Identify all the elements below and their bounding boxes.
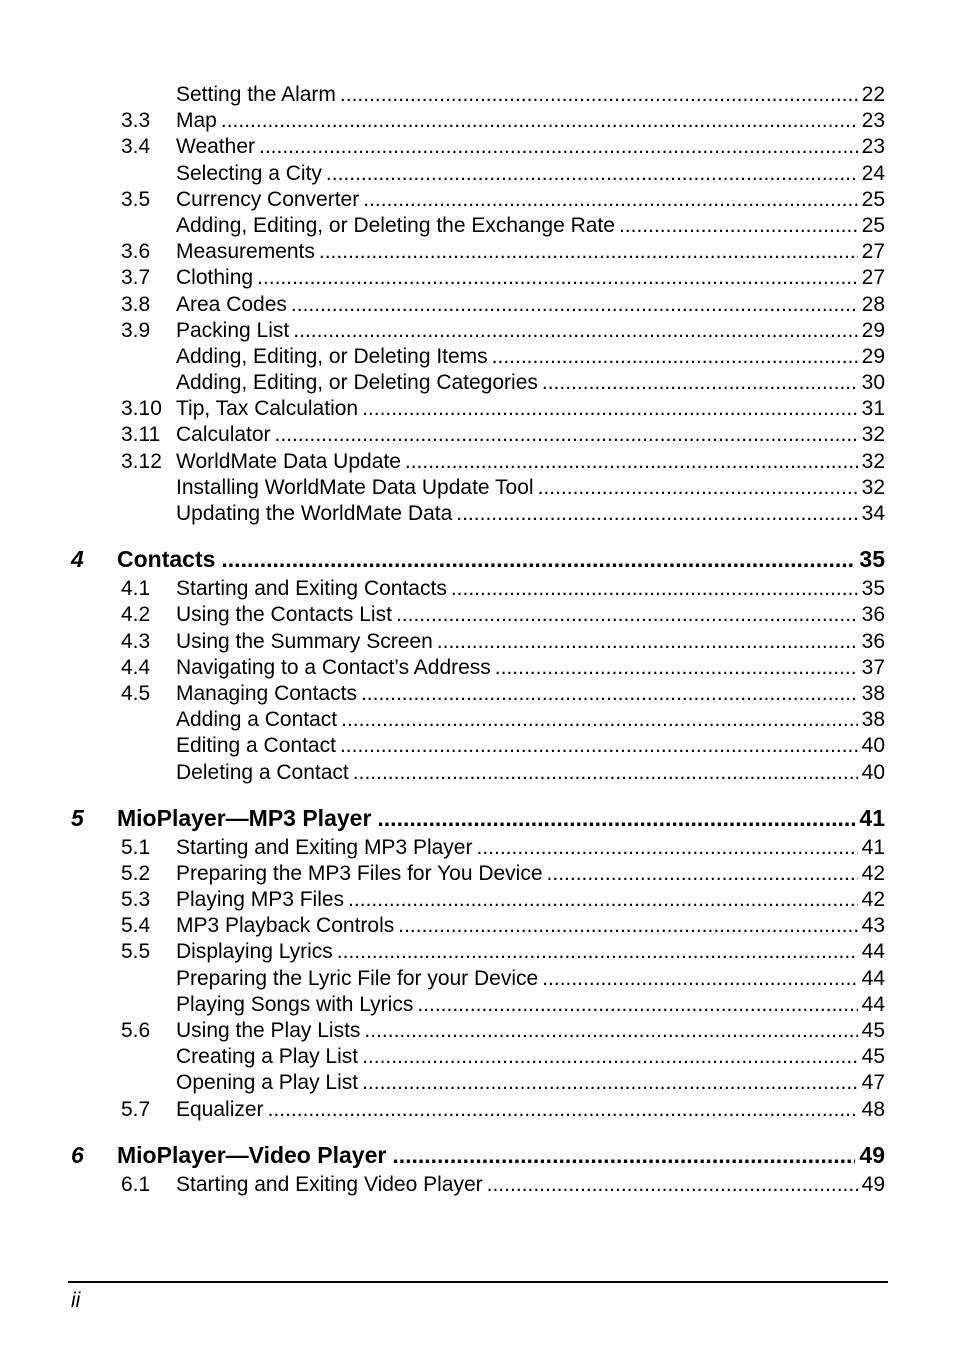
toc-entry[interactable] [0, 602, 954, 628]
entry-title: Playing Songs with Lyrics [176, 992, 414, 1016]
toc-entry[interactable] [0, 1070, 954, 1096]
toc-entry[interactable] [0, 1097, 954, 1123]
section-number: 4.4 [121, 655, 151, 679]
toc-entry[interactable] [0, 82, 954, 108]
leader-dots [547, 861, 858, 887]
leader-dots [456, 501, 857, 527]
toc-entry[interactable] [0, 629, 954, 655]
toc-entry[interactable] [0, 681, 954, 707]
page-number: 24 [861, 161, 885, 185]
entry-title: Starting and Exiting Video Player [176, 1172, 483, 1196]
leader-dots [259, 134, 858, 160]
section-number: 3.6 [121, 240, 151, 264]
toc-entry[interactable] [0, 939, 954, 965]
entry-title: Using the Contacts List [176, 603, 392, 627]
page-number: 38 [861, 708, 885, 732]
entry-title: Starting and Exiting Contacts [176, 577, 447, 601]
page-number: 32 [861, 423, 885, 447]
leader-dots [417, 992, 857, 1018]
section-number: 3.12 [121, 449, 162, 473]
entry-title: Preparing the MP3 Files for You Device [176, 861, 543, 885]
leader-dots [542, 966, 857, 992]
section-number: 3.3 [121, 109, 151, 133]
toc-entry[interactable] [0, 292, 954, 318]
entry-title: Adding, Editing, or Deleting the Exchange Rate [176, 213, 615, 237]
toc-entry[interactable] [0, 396, 954, 422]
toc-entry[interactable] [0, 265, 954, 291]
chapter-number: 4 [71, 546, 84, 573]
toc-entry[interactable] [0, 108, 954, 134]
page-number: 41 [859, 804, 885, 831]
toc-entry[interactable] [0, 213, 954, 239]
toc-entry[interactable] [0, 475, 954, 501]
entry-title: Playing MP3 Files [176, 888, 345, 912]
toc-entry[interactable] [0, 422, 954, 448]
page-number: 45 [861, 1045, 885, 1069]
page-number: 37 [861, 655, 885, 679]
chapter-number: 6 [71, 1141, 84, 1168]
page-number: 29 [861, 318, 885, 342]
leader-dots [362, 1070, 858, 1096]
page-number: 41 [861, 835, 885, 859]
entry-title: Managing Contacts [176, 681, 357, 705]
entry-title: Tip, Tax Calculation [176, 397, 359, 421]
toc-entry[interactable] [0, 161, 954, 187]
toc-entry[interactable] [0, 134, 954, 160]
page-number: 31 [861, 397, 885, 421]
entry-title: Deleting a Contact [176, 760, 349, 784]
entry-title: MP3 Playback Controls [176, 914, 395, 938]
page-number: 32 [861, 449, 885, 473]
toc-chapter-heading[interactable] [0, 1138, 954, 1172]
toc-section-3-continued [0, 82, 954, 527]
toc-chapter-heading[interactable] [0, 801, 954, 835]
leader-dots [221, 542, 855, 576]
entry-title: Measurements [176, 240, 315, 264]
page-number: 49 [861, 1172, 885, 1196]
leader-dots [221, 108, 858, 134]
toc-entry[interactable] [0, 344, 954, 370]
entry-title: Area Codes [176, 292, 287, 316]
toc-entry[interactable] [0, 501, 954, 527]
page-number: 35 [861, 577, 885, 601]
entry-title: Editing a Contact [176, 734, 336, 758]
entry-title: Navigating to a Contact’s Address [176, 655, 491, 679]
page-number: 44 [861, 992, 885, 1016]
leader-dots [293, 318, 857, 344]
toc-entry[interactable] [0, 835, 954, 861]
page-number: 40 [861, 734, 885, 758]
section-number: 4.2 [121, 603, 151, 627]
section-number: 5.6 [121, 1019, 151, 1042]
leader-dots [476, 835, 857, 861]
leader-dots [451, 576, 858, 602]
leader-dots [492, 344, 858, 370]
leader-dots [337, 939, 858, 965]
leader-dots [619, 213, 858, 239]
entry-title: Selecting a City [176, 161, 322, 185]
page-number: 49 [859, 1141, 885, 1168]
leader-dots [437, 629, 858, 655]
section-number: 4.1 [121, 577, 151, 601]
leader-dots [364, 1018, 857, 1044]
leader-dots [538, 475, 858, 501]
table-of-contents [0, 82, 954, 1198]
toc-entry[interactable] [0, 187, 954, 213]
toc-entry[interactable] [0, 576, 954, 602]
leader-dots [319, 239, 858, 265]
entry-title: Map [176, 109, 217, 133]
toc-entry[interactable] [0, 239, 954, 265]
toc-entry[interactable] [0, 318, 954, 344]
entry-title: Clothing [176, 266, 254, 290]
toc-entry[interactable] [0, 992, 954, 1018]
section-number: 5.2 [121, 861, 151, 885]
section-number: 6.1 [121, 1172, 151, 1196]
entry-title: Using the Summary Screen [176, 629, 433, 653]
section-number: 4.3 [121, 629, 151, 653]
chapter-title: MioPlayer—Video Player [117, 1141, 387, 1168]
page-number: 23 [861, 135, 885, 159]
toc-entry[interactable] [0, 966, 954, 992]
section-number: 3.5 [121, 187, 151, 211]
entry-title: Adding a Contact [176, 708, 338, 732]
page-number: 22 [861, 83, 885, 106]
page-number: 42 [861, 888, 885, 912]
leader-dots [341, 707, 858, 733]
toc-entry[interactable] [0, 655, 954, 681]
leader-dots [363, 187, 857, 213]
leader-dots [257, 265, 858, 291]
section-number: 3.9 [121, 318, 151, 342]
toc-chapter-heading[interactable] [0, 542, 954, 576]
page-number: 45 [861, 1019, 885, 1042]
section-number: 3.7 [121, 266, 151, 290]
entry-title: Packing List [176, 318, 290, 342]
page-number: 47 [861, 1071, 885, 1095]
page-number: 25 [861, 187, 885, 211]
chapter-number: 5 [71, 804, 84, 831]
entry-title: Starting and Exiting MP3 Player [176, 835, 473, 859]
page-number: 28 [861, 292, 885, 316]
page-number: 27 [861, 266, 885, 290]
chapter-title: Contacts [117, 546, 216, 573]
leader-dots [405, 449, 858, 475]
footer-divider [68, 1281, 888, 1283]
section-number: 5.7 [121, 1097, 151, 1121]
chapter-title: MioPlayer—MP3 Player [117, 804, 372, 831]
entry-title: Calculator [176, 423, 271, 447]
entry-title: Updating the WorldMate Data [176, 502, 453, 525]
page-number: 27 [861, 240, 885, 264]
entry-title: WorldMate Data Update [176, 449, 401, 473]
leader-dots [326, 161, 858, 187]
page-number: 23 [861, 109, 885, 133]
entry-title: Equalizer [176, 1097, 264, 1121]
section-number: 4.5 [121, 681, 151, 705]
page-number: 38 [861, 681, 885, 705]
page-number: 36 [861, 629, 885, 653]
leader-dots [392, 1138, 855, 1172]
entry-title: Displaying Lyrics [176, 940, 333, 964]
page-number: 43 [861, 914, 885, 938]
toc-entry[interactable] [0, 887, 954, 913]
leader-dots [291, 292, 858, 318]
section-number: 5.1 [121, 835, 151, 859]
page-number: 25 [861, 213, 885, 237]
page-number: 36 [861, 603, 885, 627]
toc-entry[interactable] [0, 861, 954, 887]
leader-dots [542, 370, 858, 396]
section-number: 5.5 [121, 940, 151, 964]
toc-entry[interactable] [0, 449, 954, 475]
leader-dots [275, 422, 858, 448]
entry-title: Currency Converter [176, 187, 360, 211]
leader-dots [361, 681, 858, 707]
entry-title: Preparing the Lyric File for your Device [176, 966, 539, 990]
toc-entry[interactable] [0, 1018, 954, 1044]
leader-dots [377, 801, 855, 835]
page-number: 30 [861, 371, 885, 395]
section-number: 5.3 [121, 888, 151, 912]
entry-title: Creating a Play List [176, 1045, 359, 1069]
leader-dots [362, 1044, 858, 1070]
page-number: 48 [861, 1097, 885, 1121]
leader-dots [268, 1097, 858, 1123]
toc-entry[interactable] [0, 707, 954, 733]
page-number: 44 [861, 966, 885, 990]
leader-dots [487, 1172, 858, 1198]
entry-title: Weather [176, 135, 255, 159]
page-number: 32 [861, 475, 885, 499]
page-number: 34 [861, 502, 885, 525]
toc-entry[interactable] [0, 913, 954, 939]
leader-dots [340, 82, 858, 108]
entry-title: Adding, Editing, or Deleting Items [176, 344, 488, 368]
toc-entry[interactable] [0, 1044, 954, 1070]
footer-page-number: ii [71, 1289, 81, 1312]
toc-entry[interactable] [0, 760, 954, 786]
entry-title: Installing WorldMate Data Update Tool [176, 475, 534, 499]
leader-dots [398, 913, 857, 939]
toc-entry[interactable] [0, 1172, 954, 1198]
page-number: 40 [861, 760, 885, 784]
entry-title: Adding, Editing, or Deleting Categories [176, 371, 538, 395]
toc-entry[interactable] [0, 370, 954, 396]
entry-title: Using the Play Lists [176, 1019, 361, 1042]
leader-dots [495, 655, 858, 681]
entry-title: Setting the Alarm [176, 83, 336, 106]
toc-entry[interactable] [0, 733, 954, 759]
entry-title: Opening a Play List [176, 1071, 359, 1095]
page-number: 35 [859, 546, 885, 573]
leader-dots [348, 887, 858, 913]
leader-dots [340, 733, 858, 759]
section-number: 3.11 [121, 423, 161, 447]
section-number: 3.8 [121, 292, 151, 316]
section-number: 3.10 [121, 397, 162, 421]
section-number: 5.4 [121, 914, 151, 938]
leader-dots [353, 760, 858, 786]
page-number: 42 [861, 861, 885, 885]
page-number: 44 [861, 940, 885, 964]
leader-dots [362, 396, 858, 422]
page-number: 29 [861, 344, 885, 368]
section-number: 3.4 [121, 135, 151, 159]
leader-dots [396, 602, 858, 628]
